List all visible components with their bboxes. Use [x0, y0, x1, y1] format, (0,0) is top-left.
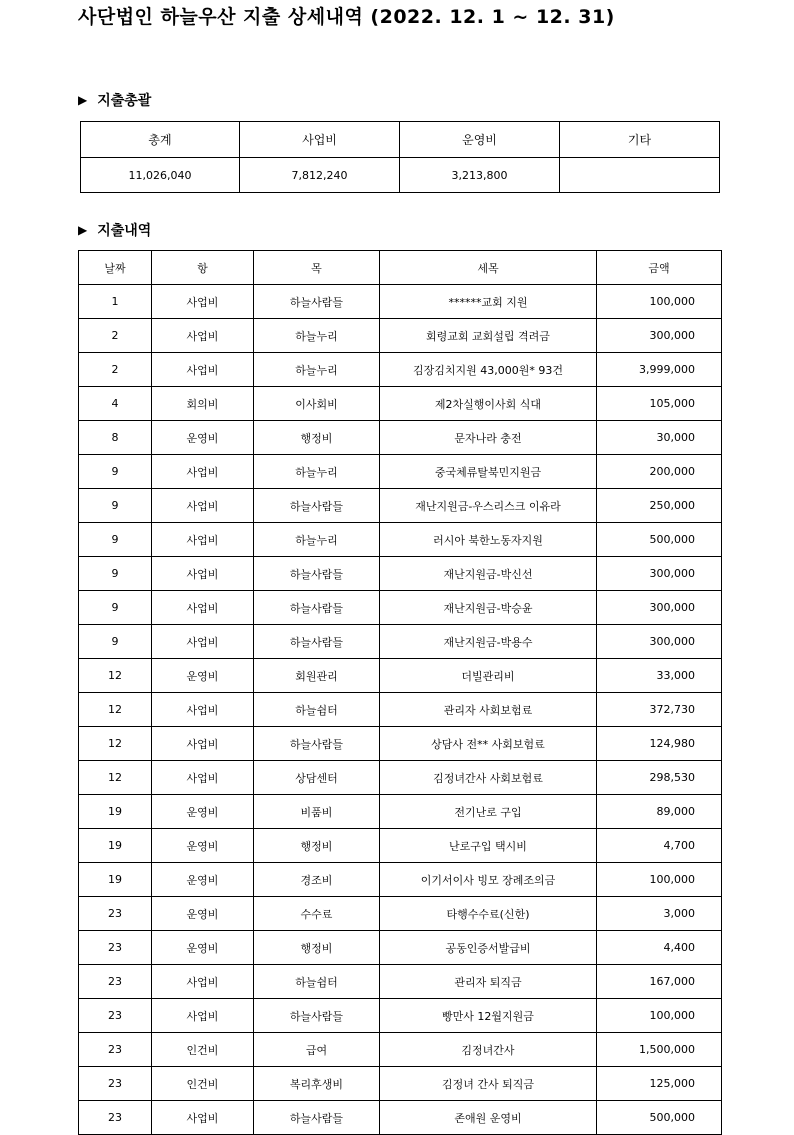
- summary-header-total: 총계: [81, 122, 240, 158]
- cell-category: 인건비: [152, 1033, 254, 1067]
- cell-amount: 298,530: [597, 761, 722, 795]
- table-row: [79, 1067, 722, 1101]
- cell-date: 9: [79, 625, 152, 659]
- cell-item: 하늘누리: [254, 455, 380, 489]
- summary-value-total: 11,026,040: [81, 158, 240, 193]
- cell-date: 23: [79, 999, 152, 1033]
- cell-date: 1: [79, 285, 152, 319]
- cell-amount: 1,500,000: [597, 1033, 722, 1067]
- cell-subitem: 문자나라 충전: [380, 421, 597, 455]
- table-row: [79, 455, 722, 489]
- cell-subitem: 공동인증서발급비: [380, 931, 597, 965]
- cell-category: 사업비: [152, 625, 254, 659]
- summary-heading: [78, 90, 151, 110]
- table-row: [79, 761, 722, 795]
- cell-item: 하늘누리: [254, 319, 380, 353]
- detail-header-row: [79, 251, 722, 285]
- summary-header-other: 기타: [560, 122, 720, 158]
- cell-subitem: 재난지원금-박용수: [380, 625, 597, 659]
- cell-category: 사업비: [152, 761, 254, 795]
- table-row: [79, 829, 722, 863]
- summary-header-operating: 운영비: [400, 122, 560, 158]
- cell-amount: 4,700: [597, 829, 722, 863]
- cell-date: 23: [79, 1101, 152, 1135]
- cell-item: 하늘누리: [254, 353, 380, 387]
- cell-category: 회의비: [152, 387, 254, 421]
- cell-date: 19: [79, 829, 152, 863]
- cell-category: 인건비: [152, 1067, 254, 1101]
- table-row: [79, 727, 722, 761]
- cell-date: 23: [79, 965, 152, 999]
- table-row: [79, 557, 722, 591]
- cell-amount: 300,000: [597, 319, 722, 353]
- table-row: [79, 285, 722, 319]
- cell-date: 12: [79, 761, 152, 795]
- cell-item: 하늘쉼터: [254, 965, 380, 999]
- cell-amount: 500,000: [597, 1101, 722, 1135]
- cell-date: 23: [79, 931, 152, 965]
- cell-date: 12: [79, 659, 152, 693]
- cell-amount: 167,000: [597, 965, 722, 999]
- cell-subitem: 상담사 전** 사회보험료: [380, 727, 597, 761]
- detail-header-amount: 금액: [597, 251, 722, 285]
- cell-category: 운영비: [152, 863, 254, 897]
- cell-amount: 100,000: [597, 285, 722, 319]
- cell-subitem: 중국체류탈북민지원금: [380, 455, 597, 489]
- cell-category: 운영비: [152, 659, 254, 693]
- summary-value-business: 7,812,240: [240, 158, 400, 193]
- table-row: [79, 1101, 722, 1135]
- table-row: [79, 421, 722, 455]
- cell-date: 9: [79, 523, 152, 557]
- cell-item: 하늘사람들: [254, 727, 380, 761]
- cell-item: 하늘사람들: [254, 285, 380, 319]
- table-row: [79, 795, 722, 829]
- summary-table: [80, 121, 720, 193]
- detail-header-item: 목: [254, 251, 380, 285]
- table-row: [79, 693, 722, 727]
- table-row: [79, 965, 722, 999]
- cell-date: 4: [79, 387, 152, 421]
- cell-date: 12: [79, 727, 152, 761]
- detail-header-category: 항: [152, 251, 254, 285]
- cell-item: 하늘사람들: [254, 489, 380, 523]
- cell-item: 복리후생비: [254, 1067, 380, 1101]
- cell-subitem: 전기난로 구입: [380, 795, 597, 829]
- cell-amount: 300,000: [597, 591, 722, 625]
- cell-amount: 3,999,000: [597, 353, 722, 387]
- table-row: [79, 999, 722, 1033]
- cell-subitem: 회령교회 교회설립 격려금: [380, 319, 597, 353]
- cell-amount: 3,000: [597, 897, 722, 931]
- cell-date: 12: [79, 693, 152, 727]
- cell-amount: 372,730: [597, 693, 722, 727]
- table-row: [79, 489, 722, 523]
- cell-category: 사업비: [152, 523, 254, 557]
- cell-item: 수수료: [254, 897, 380, 931]
- cell-amount: 200,000: [597, 455, 722, 489]
- cell-amount: 30,000: [597, 421, 722, 455]
- cell-category: 사업비: [152, 727, 254, 761]
- table-row: [79, 897, 722, 931]
- cell-category: 사업비: [152, 965, 254, 999]
- table-row: [79, 625, 722, 659]
- cell-item: 하늘사람들: [254, 557, 380, 591]
- cell-category: 사업비: [152, 999, 254, 1033]
- cell-amount: 300,000: [597, 625, 722, 659]
- table-row: [79, 659, 722, 693]
- details-heading: [78, 220, 151, 240]
- details-heading-label: 지출내역: [97, 223, 152, 239]
- cell-item: 비품비: [254, 795, 380, 829]
- table-row: [79, 591, 722, 625]
- page-title: 사단법인 하늘우산 지출 상세내역 (2022. 12. 1 ~ 12. 31): [78, 6, 615, 28]
- cell-amount: 100,000: [597, 999, 722, 1033]
- cell-subitem: 빵만사 12월지원금: [380, 999, 597, 1033]
- cell-amount: 500,000: [597, 523, 722, 557]
- cell-amount: 124,980: [597, 727, 722, 761]
- cell-category: 사업비: [152, 455, 254, 489]
- cell-item: 회원관리: [254, 659, 380, 693]
- detail-header-subitem: 세목: [380, 251, 597, 285]
- cell-amount: 100,000: [597, 863, 722, 897]
- cell-subitem: 관리자 사회보험료: [380, 693, 597, 727]
- cell-amount: 300,000: [597, 557, 722, 591]
- cell-amount: 125,000: [597, 1067, 722, 1101]
- cell-subitem: 더빌관리비: [380, 659, 597, 693]
- table-row: [79, 863, 722, 897]
- cell-subitem: 김정녀간사 사회보험료: [380, 761, 597, 795]
- cell-category: 사업비: [152, 693, 254, 727]
- cell-item: 하늘누리: [254, 523, 380, 557]
- cell-amount: 4,400: [597, 931, 722, 965]
- cell-amount: 105,000: [597, 387, 722, 421]
- cell-item: 행정비: [254, 931, 380, 965]
- cell-subitem: 러시아 북한노동자지원: [380, 523, 597, 557]
- cell-date: 2: [79, 319, 152, 353]
- detail-table: [78, 250, 722, 1135]
- cell-date: 19: [79, 863, 152, 897]
- summary-value-other: [560, 158, 720, 193]
- cell-category: 운영비: [152, 897, 254, 931]
- cell-category: 운영비: [152, 421, 254, 455]
- table-row: [79, 353, 722, 387]
- cell-subitem: 재난지원금-박신선: [380, 557, 597, 591]
- cell-item: 행정비: [254, 829, 380, 863]
- cell-item: 하늘쉼터: [254, 693, 380, 727]
- cell-date: 23: [79, 1067, 152, 1101]
- cell-item: 급여: [254, 1033, 380, 1067]
- cell-item: 하늘사람들: [254, 1101, 380, 1135]
- cell-item: 행정비: [254, 421, 380, 455]
- triangle-bullet-icon: ▶: [78, 223, 88, 237]
- cell-category: 사업비: [152, 591, 254, 625]
- cell-date: 23: [79, 897, 152, 931]
- table-row: [79, 523, 722, 557]
- cell-subitem: 김정녀간사: [380, 1033, 597, 1067]
- cell-subitem: 재난지원금-박승윤: [380, 591, 597, 625]
- summary-heading-label: 지출총괄: [97, 93, 152, 109]
- cell-date: 9: [79, 591, 152, 625]
- cell-category: 운영비: [152, 795, 254, 829]
- cell-item: 상담센터: [254, 761, 380, 795]
- cell-subitem: 김장김치지원 43,000원* 93건: [380, 353, 597, 387]
- cell-subitem: 타행수수료(신한): [380, 897, 597, 931]
- cell-subitem: 관리자 퇴직금: [380, 965, 597, 999]
- cell-category: 운영비: [152, 829, 254, 863]
- cell-category: 사업비: [152, 489, 254, 523]
- table-row: [79, 387, 722, 421]
- cell-amount: 33,000: [597, 659, 722, 693]
- cell-date: 23: [79, 1033, 152, 1067]
- cell-date: 8: [79, 421, 152, 455]
- table-row: [79, 1033, 722, 1067]
- cell-date: 2: [79, 353, 152, 387]
- cell-subitem: 김정녀 간사 퇴직금: [380, 1067, 597, 1101]
- cell-item: 이사회비: [254, 387, 380, 421]
- triangle-bullet-icon: ▶: [78, 93, 88, 107]
- cell-category: 사업비: [152, 319, 254, 353]
- summary-header-row: [81, 122, 720, 158]
- summary-value-operating: 3,213,800: [400, 158, 560, 193]
- cell-item: 하늘사람들: [254, 591, 380, 625]
- cell-subitem: 제2차실행이사회 식대: [380, 387, 597, 421]
- summary-value-row: [81, 158, 720, 193]
- cell-item: 하늘사람들: [254, 625, 380, 659]
- cell-subitem: 이기서이사 빙모 장례조의금: [380, 863, 597, 897]
- cell-category: 운영비: [152, 931, 254, 965]
- cell-subitem: 재난지원금-우스리스크 이유라: [380, 489, 597, 523]
- cell-category: 사업비: [152, 557, 254, 591]
- cell-item: 하늘사람들: [254, 999, 380, 1033]
- cell-amount: 250,000: [597, 489, 722, 523]
- cell-amount: 89,000: [597, 795, 722, 829]
- cell-date: 9: [79, 557, 152, 591]
- cell-category: 사업비: [152, 353, 254, 387]
- cell-item: 경조비: [254, 863, 380, 897]
- cell-date: 19: [79, 795, 152, 829]
- detail-header-date: 날짜: [79, 251, 152, 285]
- cell-subitem: 난로구입 택시비: [380, 829, 597, 863]
- cell-date: 9: [79, 455, 152, 489]
- table-row: [79, 931, 722, 965]
- detail-body: [79, 285, 722, 1135]
- summary-header-business: 사업비: [240, 122, 400, 158]
- cell-category: 사업비: [152, 1101, 254, 1135]
- cell-subitem: 존애원 운영비: [380, 1101, 597, 1135]
- cell-subitem: ******교회 지원: [380, 285, 597, 319]
- cell-category: 사업비: [152, 285, 254, 319]
- cell-date: 9: [79, 489, 152, 523]
- table-row: [79, 319, 722, 353]
